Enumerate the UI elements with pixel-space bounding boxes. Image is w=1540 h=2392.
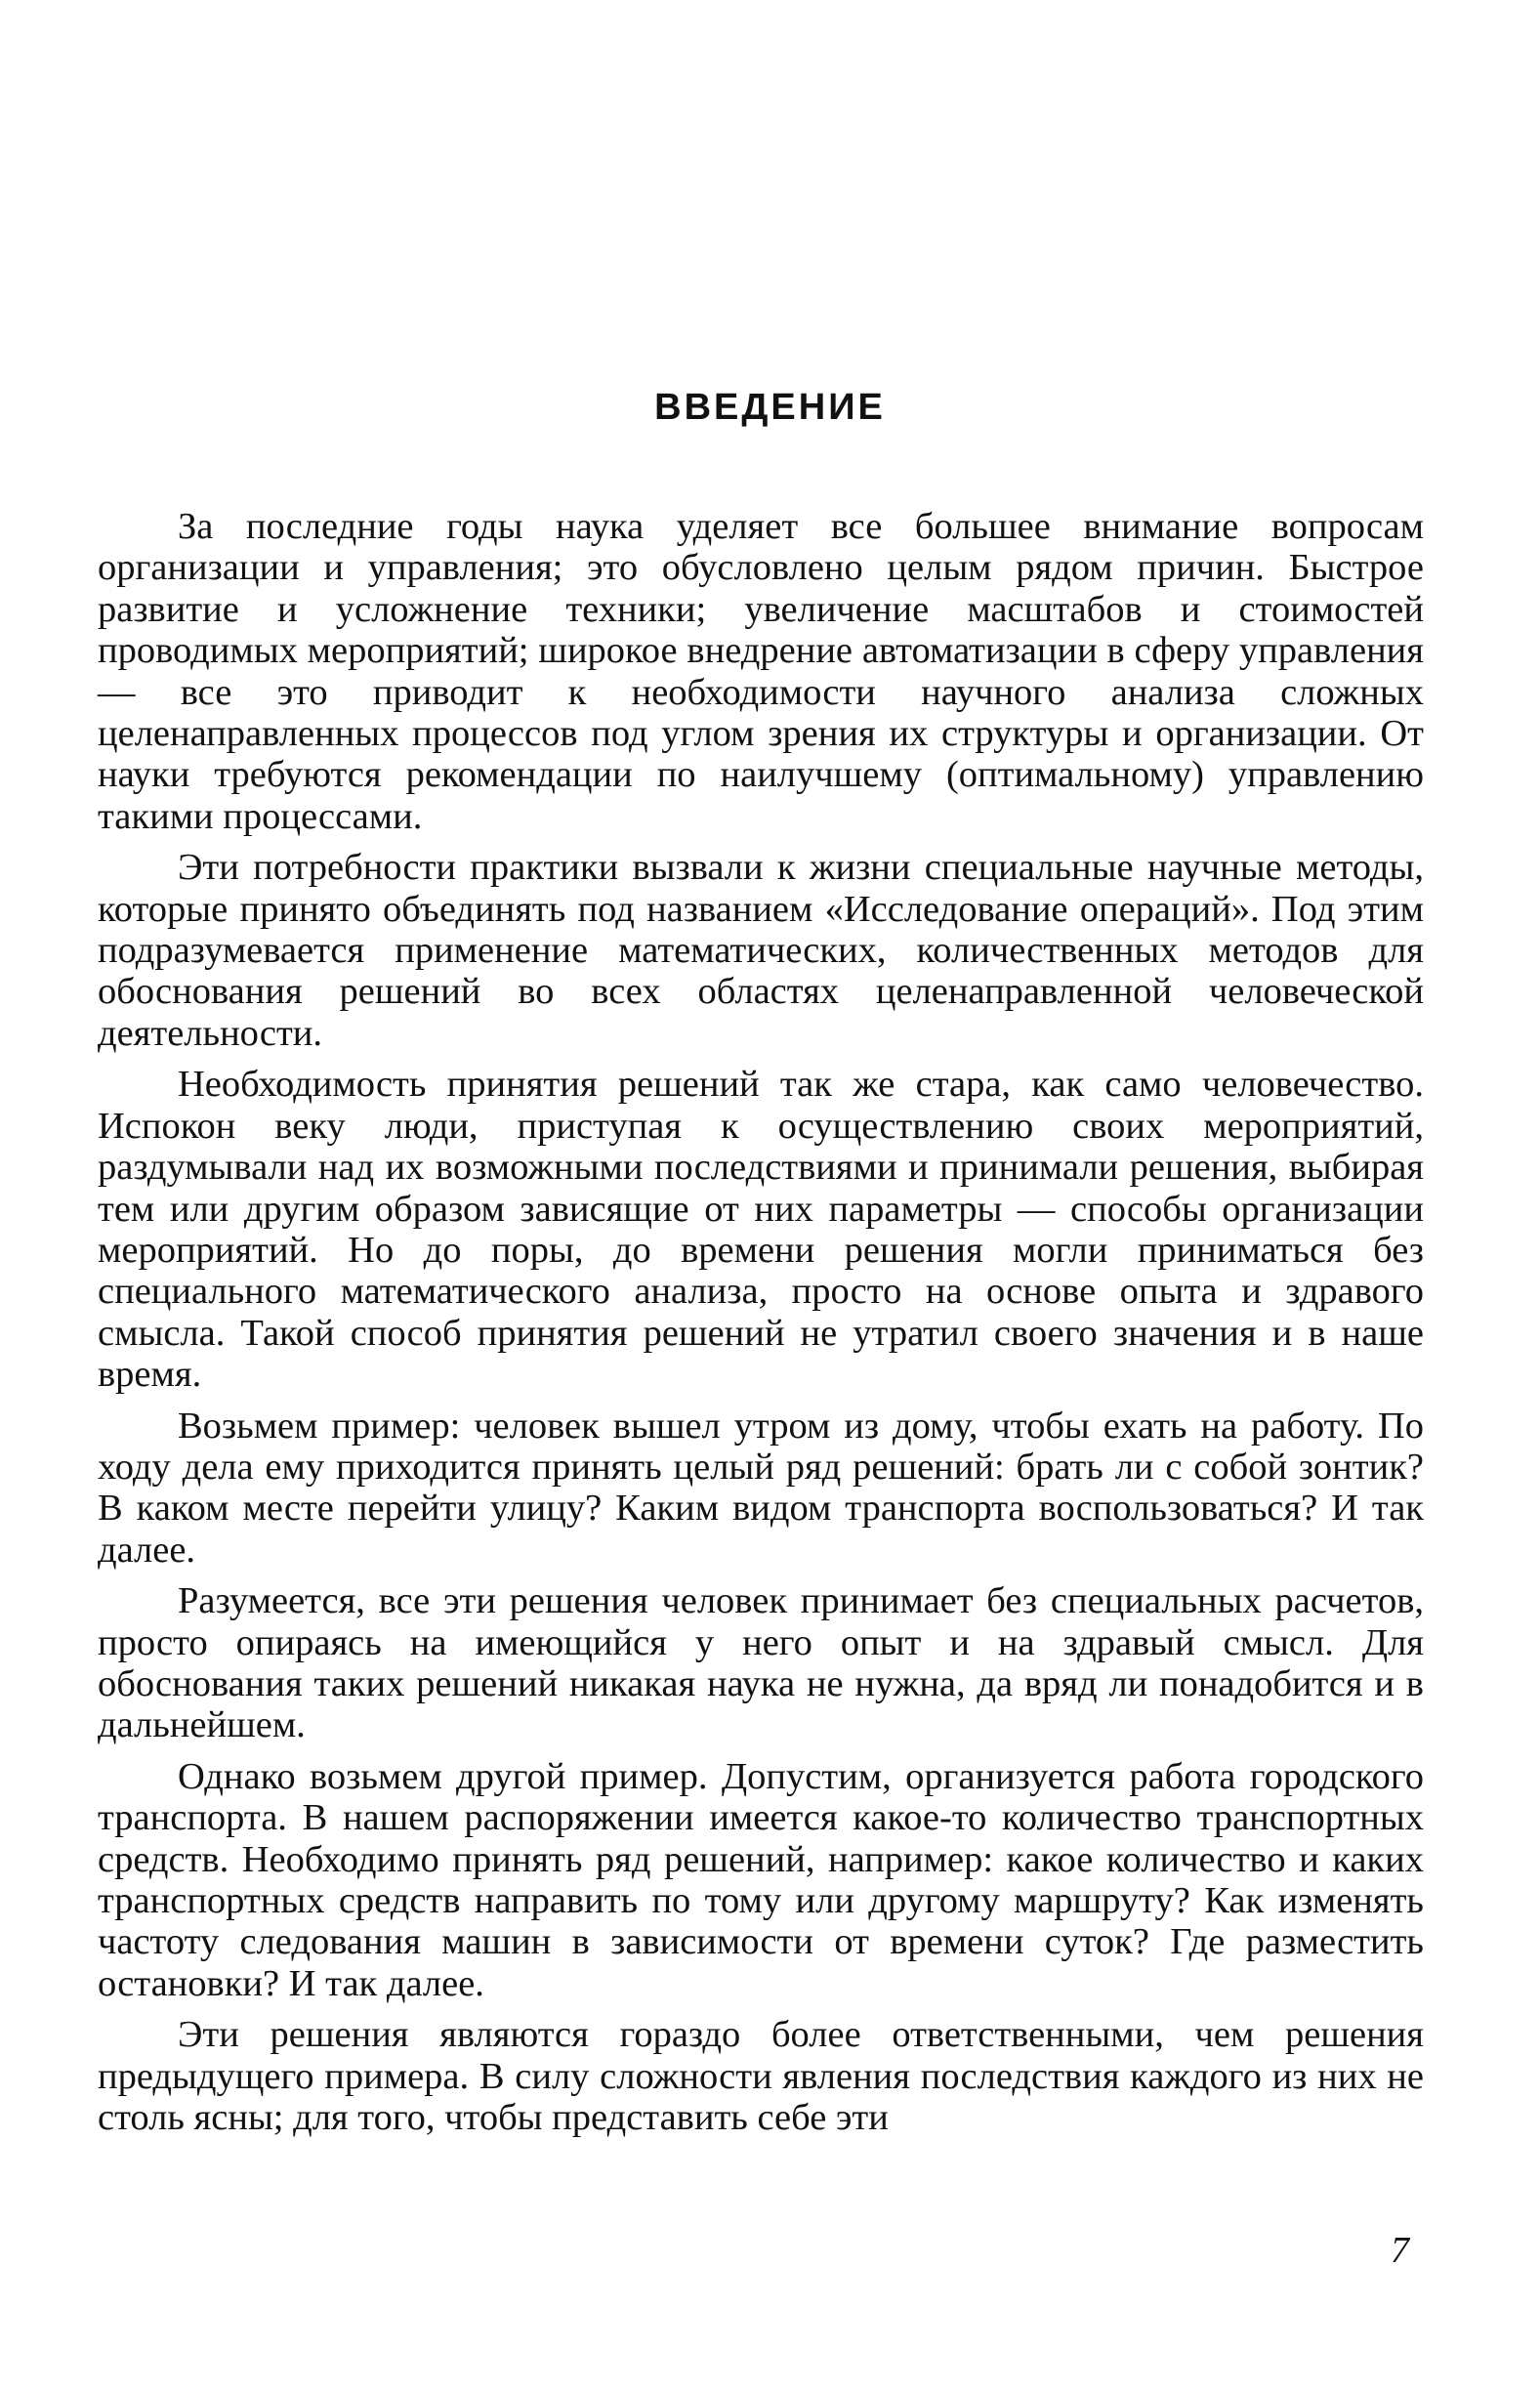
paragraph-1: За последние годы наука уделяет все большее внимание вопросам организации и управления; это обусловлено целым рядом причин. Быстрое развитие и усложнение техники; увеличение масштабов и стоимостей проводимых мероприятий; широкое внедрение автоматизации в сферу управления — все это приводит к необходимости научного анализа сложных целенаправленных процессов под углом зрения их структуры и организации. От науки требуются рекомендации по наилучшему (оптимальному) управлению такими процессами.	[98, 506, 1424, 837]
paragraph-6: Однако возьмем другой пример. Допустим, организуется работа городского транспорта. В нашем распоряжении имеется какое-то количество транспортных средств. Необходимо принять ряд решений, например: какое количество и каких транспортных средств направить по тому или другому маршруту? Как изменять частоту следования машин в зависимости от времени суток? Где разместить остановки? И так далее.	[98, 1755, 1424, 2004]
paragraph-3: Необходимость принятия решений так же стара, как само человечество. Испокон веку люди, приступая к осуществлению своих мероприятий, раздумывали над их возможными последствиями и принимали решения, выбирая тем или другим образом зависящие от них параметры — способы организации мероприятий. Но до поры, до времени решения могли приниматься без специального математического анализа, просто на основе опыта и здравого смысла. Такой способ принятия решений не утратил своего значения и в наше время.	[98, 1064, 1424, 1396]
body-text	[98, 506, 1424, 2148]
paragraph-2: Эти потребности практики вызвали к жизни специальные научные методы, которые принято объединять под названием «Исследование операций». Под этим подразумевается применение математических, количественных методов для обоснования решений во всех областях целенаправленной человеческой деятельности.	[98, 847, 1424, 1054]
paragraph-5: Разумеется, все эти решения человек принимает без специальных расчетов, просто опираясь на имеющийся у него опыт и на здравый смысл. Для обоснования таких решений никакая наука не нужна, да вряд ли понадобится и в дальнейшем.	[98, 1580, 1424, 1746]
paragraph-4: Возьмем пример: человек вышел утром из дому, чтобы ехать на работу. По ходу дела ему приходится принять целый ряд решений: брать ли с собой зонтик? В каком месте перейти улицу? Каким видом транспорта воспользоваться? И так далее.	[98, 1405, 1424, 1571]
page-number: 7	[1391, 2230, 1409, 2271]
chapter-heading: ВВЕДЕНИЕ	[654, 387, 886, 428]
paragraph-7: Эти решения являются гораздо более ответственными, чем решения предыдущего примера. В силу сложности явления последствия каждого из них не столь ясны; для того, чтобы представить себе эти	[98, 2014, 1424, 2139]
